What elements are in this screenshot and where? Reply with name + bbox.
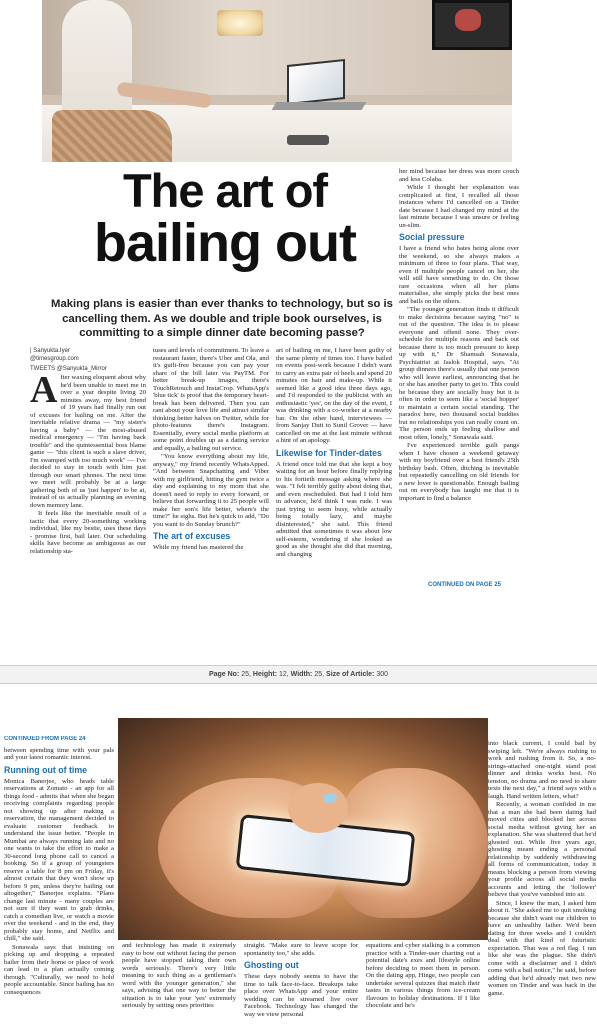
- paragraph: Monica Banerjee, who heads table reservations at Zomato - an app for all things food - admits that when she began receiving complaints regarding people not showing up after making a reservation, the management decided to evaluate customer feedback to understand the issue better. "People in Mumbai are always running late and no one wants to take the effort to make a 30-second long phone call to cancel a booking. So if a group of youngsters reserve a table for 8 pm on Friday, it's almost certain that they won't show up before 9 pm, unless they're bailing out altogether," Banerjee explains. "Plans change last minute - many couples are not sure if they want to grab drinks, catch a comedian live, or watch a movie over the weekend - and in the end, they probably stay home, and Netflix and chill," she said.: [4, 777, 114, 942]
- headline-line-2: bailing out: [94, 213, 356, 273]
- byline: [30, 347, 150, 373]
- paragraph: and technology has made it extremely easy to bow out without facing the person people have stopped taking their own words seriously. There's very little meaning to such thing as a gentleman's word with the younger generation," she says, advising that one way to better the situation is to take your 'yes' extremely seriously by setting ones priorities: [122, 942, 236, 1009]
- page-25: [0, 684, 597, 1024]
- subhead-running-out-of-time: Running out of time: [4, 764, 88, 775]
- top-column-4: [399, 168, 519, 580]
- paragraph: equations and cyber stalking is a common practice with a Tinder-user charting out a potential date's exes and lifestyle online before deciding to meet them in person. On the dating app, Hinge, two people can undertake several quizzes that match their tastes in various things from ice-cream flavours to holiday destinations. If I like chocolate and he's: [366, 942, 480, 1009]
- bottom-column-3: [244, 942, 358, 1024]
- continued-from-link[interactable]: CONTINUED FROM PAGE 24: [4, 736, 86, 742]
- top-column-3: [276, 347, 392, 657]
- page-no-label: Page No:: [208, 671, 240, 678]
- paragraph: straight. "Make sure to leave scope for spontaneity too," she adds.: [244, 942, 358, 957]
- headline-line-1: The art of: [122, 164, 328, 217]
- size-value: 300: [376, 671, 389, 678]
- bottom-column-4: [366, 942, 480, 1024]
- byline-twitter[interactable]: TWEETS @Sanyukta_Mirror: [30, 366, 107, 372]
- height-value: 12: [278, 671, 287, 678]
- subhead-tinder-dates: Likewise for Tinder-dates: [276, 447, 382, 458]
- hero-photo-hands-phone: [118, 718, 488, 940]
- top-column-1: [30, 374, 146, 664]
- paragraph: art of bailing on me, I have been guilty of the same plenty of times too. I have bailed on events post-work because I didn't want to carry an extra pair of heels and spend 20 minutes on hair and make-up. While it seemed like a good idea three days ago, and I'd responded to the publicist with an enthusiastic 'yes', on the day of the event, I was drinking with a co-worker at a nearby bar. On the other hand, interviewees — from Sanjay Dutt to Sunil Grover — have cancelled on me at the last minute without a hint of an apology.: [276, 347, 392, 444]
- paragraph: A friend once told me that she kept a boy waiting for an hour before finally replying to his fortieth message asking where she was. "I felt terribly guilty about doing that, and even rescheduled. But had I told him in advance, he'd think I was rude. I was just trying to seem busy, while actually being totally lazy, and maybe disinterested," she said. This friend admitted that sometimes it was about low self-esteem, wondering if she looked as good as she thought she did that morning, and changing: [276, 460, 392, 558]
- paragraph: It feels like the inevitable result of a tactic that every 20-something working individual, like my bestie, uses these days - promise first, bail later. Our scheduling skills have become as ambiguous as our relationship sta-: [30, 510, 146, 555]
- bottom-column-5: [488, 740, 596, 1024]
- subhead-social-pressure: Social pressure: [399, 232, 465, 242]
- paragraph: into black current, I could bail by swiping left. "We're always rushing to work and rushing from it. So, a no-strings-attached one-night stand post dinner and drinks works best. No tension, no drama and no need to share texts the next day," a friend says with a laugh. Hand written letters, what?: [488, 740, 596, 800]
- photo-laptop: [287, 59, 345, 105]
- paragraph: Since, I knew the man, I asked him about it. "She asked me to quit smoking because she didn't want our children to have an unhealthy father. We'd been dating for three weeks and I couldn't deal with that kind of futuristic expectation. That was a red flag. I ran like she was the plague. She didn't come with a disclaimer and I didn't come with a bail notice," he said, before adding that he'd already met two new women on Tinder and was back in the game.: [488, 899, 596, 997]
- paragraph: Recently, a woman confided in me that a man she had been dating had moved cities and blocked her across social media without giving her an explanation. She was shattered that he'd ghosted out. While five years ago, ghosting meant ending a personal relationship by suddenly withdrawing all forms of communication, today it means blocking a person from viewing your profile across all social media accounts and letting the 'follower' believe that you've vanished into air.: [488, 801, 596, 898]
- paragraph: "You know everything about my life, anyway," my friend recently WhatsApped. "And between Snapchatting and Viber with my girlfriend, hitting the gym twice a day and explaining to my mom that she doesn't need to reply to every forward, or believe that forwarding it to 25 people will make her son's life better, where's the time?" he sighs. But he's quick to add, "Do you want to do Sunday brunch?": [153, 453, 269, 528]
- bottom-column-2: [122, 942, 236, 1024]
- photo-lamp: [217, 10, 263, 36]
- paragraph: I have a friend who hates being alone over the weekend, so she always makes a minimum of three to four plans. That way, even if multiple people cancel on her, she will still have something to do. On those rare occasions when all her plans materialise, she simply picks the best ones and bails on the others.: [399, 245, 519, 305]
- width-label: Width:: [290, 671, 313, 678]
- paragraph: her mind because her dress was more couch and less Colaba.: [399, 168, 519, 183]
- page-no-value: 25: [241, 671, 250, 678]
- height-label: Height:: [252, 671, 278, 678]
- byline-name: | Sanyukta.Iyer: [30, 348, 70, 354]
- photo-woman: [62, 0, 132, 120]
- paragraph: fter waxing eloquent about why he'd been unable to meet me in over a year despite living 20 minutes away, my best friend of 19 years had finally run out of excuses for bailing on me. After the inevitable relative drama — "my sister's having a baby" — the most-abused medical emergency — "I'm having back trouble" and the quintessential boss blame game — "this client is such a slave driver, I'm swamped with too much work" — I've decided to stay in touch with him just through our smart phones. The next time we meet will probably be at a large gathering both of us 'just happen' to be at, instead of us actually planning an evening down memory lane.: [30, 374, 146, 509]
- paragraph: "The younger generation finds it difficult to make decisions because saying "no" is out of the question. The idea is to please everyone and offend none. They over-schedule for multiple reasons and back out because there is too much pressure to keep up with it," Dr Shamsah Sonawala, Psychiatrist at Jaslok Hospital, says. "At group dinners there's usually that one person who will leave earliest, announcing that he or she has another party to get to. This could be because they are socially busy but it is often in order to seem like a 'social hopper' to maintain a certain social standing. The paradox here, two thousand social buddies but no relationships you can really count on. The person ends up feeling shallow and most often, lonely," Sonawala said.: [399, 306, 519, 441]
- photo-phone: [287, 135, 329, 145]
- paragraph: I've experienced terrible guilt pangs when I have chosen a weekend getaway with my boyfriend over a best friend's 25th birthday bash. Often, ditching is inevitable but repeatedly cancelling on old friends for a new lover is questionable. Enough bailing out on everybody has taught me that it is important to find a balance: [399, 442, 519, 502]
- photo-nail: [323, 793, 337, 803]
- subhead-ghosting-out: Ghosting out: [244, 960, 299, 970]
- bottom-column-1: [4, 736, 114, 1024]
- byline-email[interactable]: @timesgroup.com: [30, 356, 79, 362]
- top-column-2: [153, 347, 269, 657]
- photo-skirt: [52, 110, 172, 162]
- paragraph: between spending time with your pals and your latest romantic interest.: [4, 746, 114, 761]
- subhead-art-of-excuses: The art of excuses: [153, 531, 231, 541]
- width-value: 25: [314, 671, 323, 678]
- article-deck: Making plans is easier than ever thanks to technology, but so is cancelling them. As we double and triple book ourselves, is committing to a simple dinner date becoming passe?: [51, 298, 393, 339]
- drop-cap: A: [30, 374, 58, 411]
- size-label: Size of Article:: [326, 671, 375, 678]
- photo-tv: [432, 0, 512, 50]
- photo-laptop-base: [272, 102, 367, 110]
- hero-photo-woman-laptop: [42, 0, 512, 162]
- paragraph: While my friend has mastered the: [153, 544, 244, 551]
- paragraph: These days nobody seems to have the time to talk face-to-face. Breakups take place over WhatsApp and your entire wedding can be streamed live over Facebook. Technology has changed the way we view personal: [244, 973, 358, 1018]
- page-info-bar: Page No: 25, Height: 12, Width: 25, Size of Article: 300: [0, 665, 597, 684]
- photo-thumb: [288, 783, 348, 833]
- paragraph: tuses and levels of commitment. To leave a restaurant faster, there's Uber and Ola, and it's guilt-free because you can pay your share of the bill later via PayTM. For better break-up images, there's TouchRetouch and InstaCrop. WhatsApp's 'blue tick' is proof that the temporary heart-break has been delivered. Then you can rant about your love life and attract similar thinking better halves on Twitter, while for photo-features there's Instagram. Essentially, every social media platform at some point doubles up as a dating service and equally, a bailing out service.: [153, 347, 269, 452]
- paragraph: While I thought her explanation was complicated at first, I recalled all those instances where I'd cancelled on a Tinder date because I had changed my mind at the last minute because I was unsure or feeling un-slim.: [399, 184, 519, 229]
- paragraph: Sonawala says that insisting on picking up and dropping a repeated bailer from their home or place of work can lead to a plan actually coming through. "Culturally, we need to hold people accountable. Since bailing has no consequences: [4, 943, 114, 996]
- continued-on-link[interactable]: CONTINUED ON PAGE 25: [428, 582, 501, 588]
